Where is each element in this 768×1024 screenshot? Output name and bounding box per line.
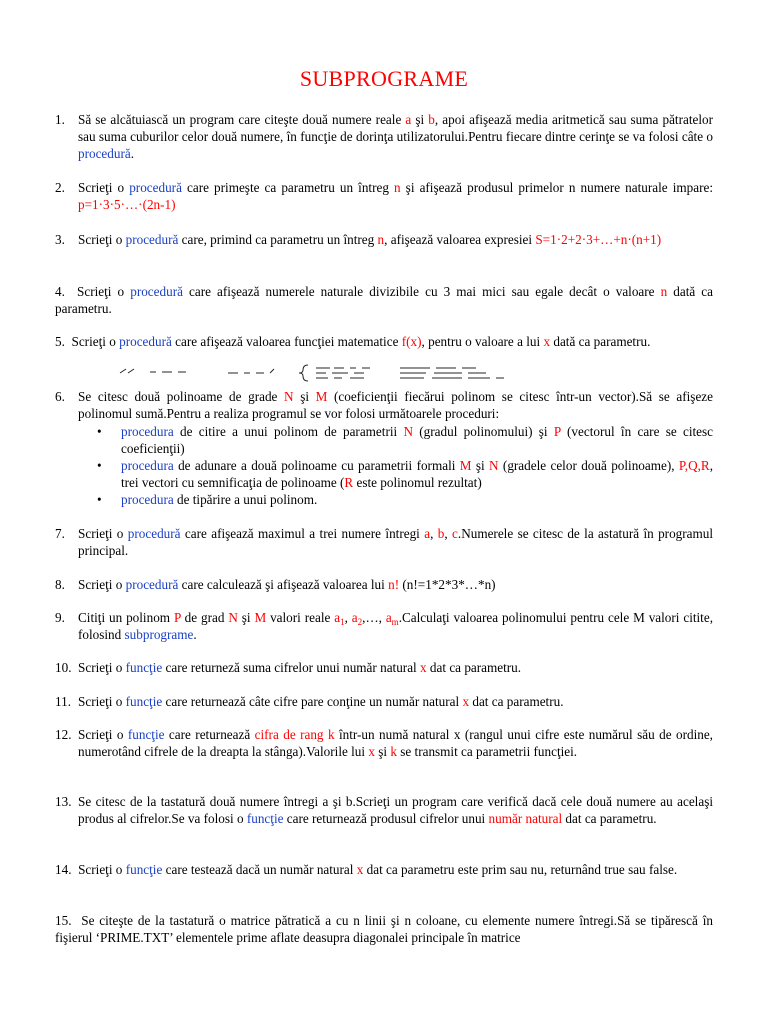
exercise-7: 7. Scrieţi o procedură care afişează maximul a trei numere întregi a, b, c.Numerele se citesc de la astatură în programul principal. xyxy=(55,526,714,558)
bullet-item: • procedura de adunare a două polinoame cu parametrii formali M şi N (gradele celor două polinoame), P,Q,R, trei vectori cu semnificaţia de polinoame (R este polinomul rezultat) xyxy=(97,458,714,490)
keyword-procedura: procedură xyxy=(127,526,181,541)
exercise-1: 1. Să se alcătuiască un program care citeşte două numere reale a şi b, apoi afişează media aritmetică sau suma pătratelor sau suma cuburilor celor două numere, în funcţie de dorinţa utilizatorului.Pentru fiecare dintre cerinţe se va folosi câte o procedură. xyxy=(55,112,713,161)
page-title: SUBPROGRAME xyxy=(299,66,469,91)
exercise-14: 14. Scrieţi o funcţie care testează dacă un număr natural x dat ca parametru este prim sau nu, returnând true sau false. xyxy=(55,862,678,877)
exercise-11: 11. Scrieţi o funcţie care returnează câte cifre pare conţine un număr natural x dat ca parametru. xyxy=(55,694,564,709)
bullet-icon: • xyxy=(97,458,102,473)
keyword-functie: funcţie xyxy=(125,694,163,709)
exercise-number: 3. xyxy=(55,232,65,247)
exercise-number: 7. xyxy=(55,526,65,541)
exercise-number: 2. xyxy=(55,180,65,195)
exercise-number: 14. xyxy=(55,862,72,877)
exercise-13: 13. Se citesc de la tastatură două numere întregi a şi b.Scrieţi un program care verifică dacă cele două numere au acelaşi produs al cifrelor.Se va folosi o funcţie care returnează produsul cifrelor unui număr natural dat ca parametru. xyxy=(55,794,713,826)
exercise-number: 9. xyxy=(55,610,65,625)
keyword-subprograme: subprograme xyxy=(124,627,194,642)
exercise-9: 9. Citiţi un polinom P de grad N şi M valori reale $a_1$, $a_2,\dots$, $a_m.Calculaţi$ valoarea polinomului pentru cele M valori citite, folosind subprograme. xyxy=(55,610,713,642)
bullet-icon: • xyxy=(97,424,102,439)
keyword-procedura: procedură xyxy=(129,180,182,195)
exercise-2: 2. Scrieţi o procedură care primeşte ca parametru un întreg n şi afişează produsul primelor n numere naturale impare: p=1·3·5·…·(2n-1) xyxy=(55,180,713,212)
keyword-functie: funcţie xyxy=(125,660,163,675)
exercise-number: 1. xyxy=(55,112,65,127)
exercise-number: 10. xyxy=(55,660,72,675)
exercise-10: 10. Scrieţi o funcţie care returneză suma cifrelor unui număr natural x dat ca parametru. xyxy=(55,660,522,675)
piecewise-function-image xyxy=(110,363,570,383)
keyword-procedura: procedură xyxy=(78,146,131,161)
exercise-number: 6. xyxy=(55,389,65,404)
keyword-functie: funcţie xyxy=(125,862,163,877)
exercise-number: 5. xyxy=(55,334,65,349)
keyword-procedura: procedura xyxy=(121,424,174,439)
exercise-number: 12. xyxy=(55,727,72,742)
keyword-procedura: procedură xyxy=(125,232,179,247)
keyword-procedura: procedură xyxy=(119,334,172,349)
exercise-8: 8. Scrieţi o procedură care calculează şi afişează valoarea lui n! (n!=1*2*3*…*n) xyxy=(55,577,496,592)
formula-text: p=1·3·5·…·(2n-1) xyxy=(78,197,176,212)
exercise-6: 6. Se citesc două polinoame de grade N şi M (coeficienţii fiecărui polinom se citesc într-un vector).Să se afişeze polinomul sumă.Pentru a realiza programul se vor folosi următoarele proceduri: xyxy=(55,389,713,421)
exercise-3: 3. Scrieţi o procedură care, primind ca parametru un întreg n, afişează valoarea expresiei S=1·2+2·3+…+n·(n+1) xyxy=(55,232,662,247)
keyword-procedura: procedură xyxy=(130,284,183,299)
keyword-procedura: procedura xyxy=(121,492,174,507)
bullet-item: • procedura de citire a unui polinom de parametrii N (gradul polinomului) şi P (vectorul în care se citesc coeficienţii) xyxy=(97,424,714,456)
formula-text: S=1·2+2·3+…+n·(n+1) xyxy=(535,232,662,247)
exercise-4: 4. Scrieţi o procedură care afişează numerele naturale divizibile cu 3 mai mici sau egale decât o valoare n dată ca parametru. xyxy=(55,284,714,316)
exercise-number: 13. xyxy=(55,794,72,809)
bullet-icon: • xyxy=(97,492,102,507)
exercise-number: 15. xyxy=(55,913,72,928)
keyword-procedura: procedura xyxy=(121,458,174,473)
exercise-5: 5. Scrieţi o procedură care afişează valoarea funcţiei matematice f(x), pentru o valoare a lui x dată ca parametru. xyxy=(55,334,651,349)
bullet-item: • procedura de tipărire a unui polinom. xyxy=(97,492,318,507)
keyword-functie: funcţie xyxy=(246,811,284,826)
exercise-15: 15. Se citeşte de la tastatură o matrice pătratică a cu n linii şi n coloane, cu elemente numere întregi.Să se tipărescă în fişierul ‘PRIME.TXT’ elementele prime aflate deasupra diagonalei principale în matrice xyxy=(55,913,714,945)
exercise-number: 11. xyxy=(55,694,71,709)
keyword-functie: funcţie xyxy=(127,727,165,742)
exercise-12: 12. Scrieţi o funcţie care returnează cifra de rang k într-un numă natural x (rangul unui cifre este numărul său de ordine, numerotând cifrele de la dreapta la stânga).Valorile lui x şi k se transmit ca parametrii funcţiei. xyxy=(55,727,713,759)
keyword-procedura: procedură xyxy=(125,577,179,592)
exercise-number: 4. xyxy=(55,284,65,299)
exercise-number: 8. xyxy=(55,577,65,592)
